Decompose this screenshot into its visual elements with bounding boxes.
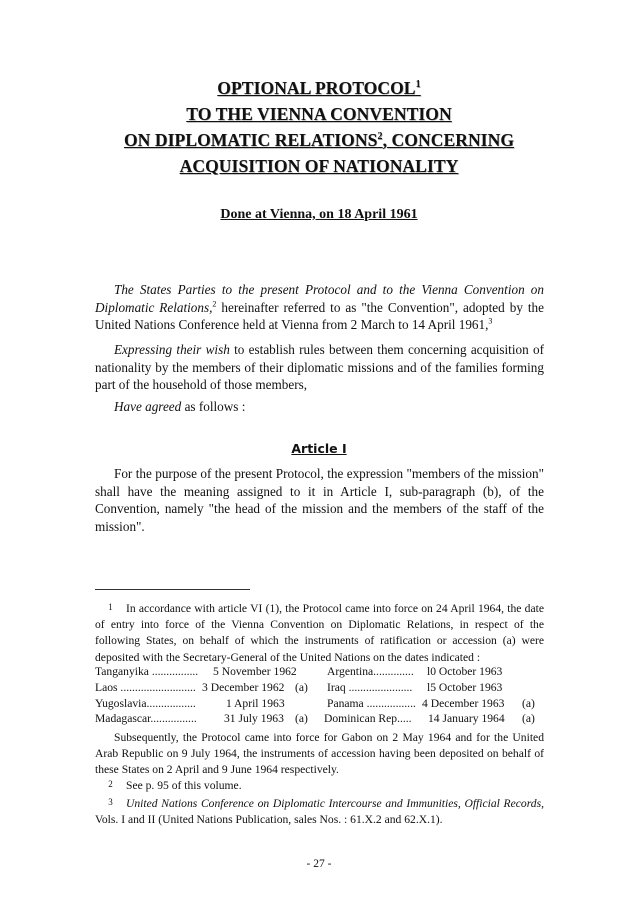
table-row: Laos .......................... 3 December 1962 (a) Iraq ...................... l5 October 1963 xyxy=(95,680,503,694)
title-line-4: ACQUISITION OF NATIONALITY xyxy=(179,156,459,176)
table-row: Yugoslavia................. 1 April 1963 Panama ................. 4 December 1963 (a) xyxy=(95,696,535,710)
footnote-1: 1 In accordance with article VI (1), the Protocol came into force on 24 April 1964, the date of entry into force of the Vienna Convention on Diplomatic Relations, in respect of the following States, on behalf of which the instruments of ratification or accession (a) were deposited with the Secretary-General of the United Nations on the dates indicated : xyxy=(95,601,544,666)
preamble-paragraph-3: Have agreed as follows : xyxy=(114,399,246,414)
footnote-ref-2[interactable]: 2 xyxy=(377,131,383,143)
footnote-1-number: 1 xyxy=(108,602,113,612)
article-paragraph: For the purpose of the present Protocol, the expression "members of the mission" shall have the meaning assigned to it in Article I, sub-paragraph (b), of the Convention, namely "the head of the mission and the members of the staff of the mission". xyxy=(95,466,544,534)
done-at-vienna: Done at Vienna, on 18 April 1961 xyxy=(220,207,418,222)
preamble-paragraph-1: The States Parties to the present Protocol and to the Vienna Convention on Diplomatic Relations,$^2$ hereinafter referred to as "the Convention", adopted by the United Nations Conference held at Vienna from 2 March to 14 April 1961,$^3$ xyxy=(95,282,544,332)
title-line-1: OPTIONAL PROTOCOL$^1$ xyxy=(217,78,421,98)
page-number: - 27 - xyxy=(306,858,332,870)
footnote-2-number: 2 xyxy=(108,779,113,789)
footnote-ref-3[interactable]: 3 xyxy=(488,316,493,326)
footnote-2: 2 See p. 95 of this volume. xyxy=(95,778,544,794)
footnote-separator xyxy=(95,589,250,590)
title-line-2: TO THE VIENNA CONVENTION xyxy=(186,104,452,124)
footnote-3-number: 3 xyxy=(108,797,113,807)
footnote-3: 3 United Nations Conference on Diplomatic Intercourse and Immunities, Official Records, Vols. I and II (United Nations Publication, sales Nos. : 61.X.2 and 62.X.1). xyxy=(95,796,544,828)
table-row: Madagascar................ 31 July 1963 (a) Dominican Rep..... 14 January 1964 (a) xyxy=(95,712,535,726)
footnote-ref-2b[interactable]: 2 xyxy=(212,299,217,309)
article-heading: Article I xyxy=(291,441,347,456)
table-row: Tanganyika ................ 5 November 1962 Argentina.............. l0 October 1963 xyxy=(95,665,503,678)
footnote-ref-1[interactable]: 1 xyxy=(415,79,421,91)
footnote-1-subsequent: Subsequently, the Protocol came into force for Gabon on 2 May 1964 and for the United Arab Republic on 9 July 1964, the instruments of accession having been deposited on behalf of these States on 2 April and 9 June 1964 respectively. xyxy=(95,731,544,777)
ratification-table xyxy=(95,664,544,727)
preamble-paragraph-2: Expressing their wish to establish rules between them concerning acquisition of nationality by the members of their diplomatic missions and of the families forming part of the household of those members, xyxy=(95,342,544,392)
title-line-3: ON DIPLOMATIC RELATIONS$^2$, CONCERNING xyxy=(123,130,515,150)
